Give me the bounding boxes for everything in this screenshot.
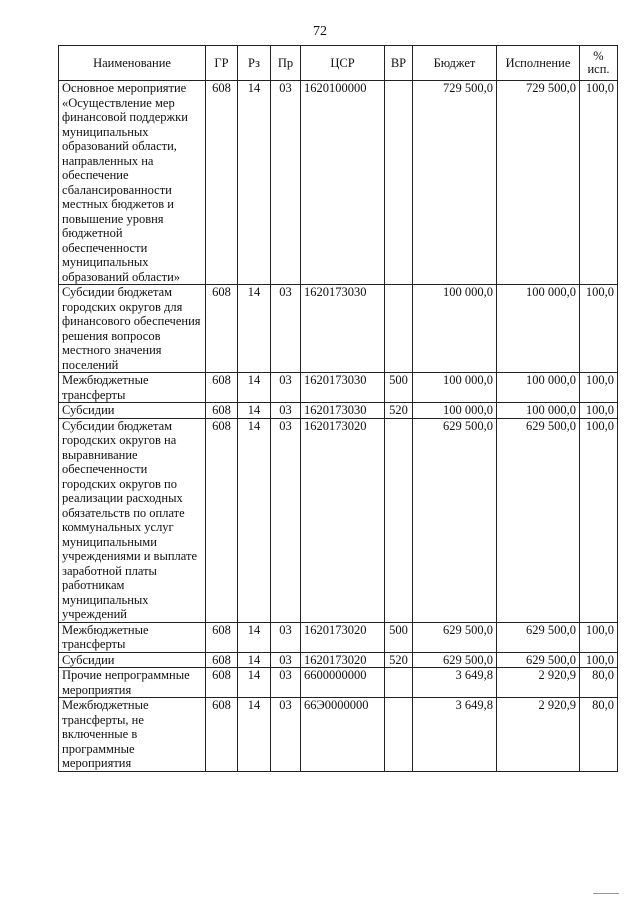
row-pr: 03 <box>271 652 301 668</box>
row-budget: 3 649,8 <box>413 698 497 772</box>
row-execution: 100 000,0 <box>497 373 580 403</box>
row-pr: 03 <box>271 418 301 622</box>
row-rz: 14 <box>238 81 271 285</box>
row-csr: 1620173020 <box>301 652 385 668</box>
table-header-row <box>59 46 618 81</box>
row-vr: 520 <box>385 403 413 419</box>
table-row <box>59 285 618 373</box>
row-pr: 03 <box>271 668 301 698</box>
row-percent: 100,0 <box>580 652 618 668</box>
header-rz: Рз <box>238 46 271 81</box>
row-budget: 629 500,0 <box>413 652 497 668</box>
row-pr: 03 <box>271 81 301 285</box>
row-csr: 66Э0000000 <box>301 698 385 772</box>
row-budget: 629 500,0 <box>413 418 497 622</box>
row-csr: 1620173020 <box>301 418 385 622</box>
row-gr: 608 <box>206 668 238 698</box>
row-csr: 1620173020 <box>301 622 385 652</box>
row-csr: 1620173030 <box>301 373 385 403</box>
row-rz: 14 <box>238 373 271 403</box>
header-name: Наименование <box>59 46 206 81</box>
row-rz: 14 <box>238 285 271 373</box>
row-percent: 100,0 <box>580 285 618 373</box>
row-name: Межбюджетные трансферты <box>59 622 206 652</box>
row-rz: 14 <box>238 652 271 668</box>
row-execution: 729 500,0 <box>497 81 580 285</box>
table-row <box>59 418 618 622</box>
row-execution: 100 000,0 <box>497 285 580 373</box>
row-vr <box>385 285 413 373</box>
row-gr: 608 <box>206 418 238 622</box>
row-csr: 1620173030 <box>301 285 385 373</box>
row-name: Межбюджетные трансферты <box>59 373 206 403</box>
header-execution: Исполнение <box>497 46 580 81</box>
row-gr: 608 <box>206 403 238 419</box>
table-row <box>59 698 618 772</box>
table-row <box>59 652 618 668</box>
header-percent-sign: % <box>593 49 604 63</box>
row-percent: 100,0 <box>580 403 618 419</box>
row-gr: 608 <box>206 698 238 772</box>
row-execution: 629 500,0 <box>497 652 580 668</box>
header-percent-label: исп. <box>587 62 610 76</box>
row-percent: 100,0 <box>580 81 618 285</box>
row-execution: 2 920,9 <box>497 698 580 772</box>
row-name: Субсидии бюджетам городских округов на выравнивание обеспеченности городских округов по реализации расходных обязательств по оплате коммунальных услуг муниципальными учреждениями и выплате заработной платы работникам муниципальных учреждений <box>59 418 206 622</box>
row-vr: 500 <box>385 373 413 403</box>
row-name: Субсидии <box>59 403 206 419</box>
row-percent: 100,0 <box>580 622 618 652</box>
row-gr: 608 <box>206 652 238 668</box>
row-execution: 629 500,0 <box>497 418 580 622</box>
row-percent: 80,0 <box>580 668 618 698</box>
row-rz: 14 <box>238 418 271 622</box>
row-name: Субсидии бюджетам городских округов для финансового обеспечения решения вопросов местного значения поселений <box>59 285 206 373</box>
scan-mark <box>593 893 619 894</box>
row-execution: 629 500,0 <box>497 622 580 652</box>
table-row <box>59 403 618 419</box>
row-budget: 629 500,0 <box>413 622 497 652</box>
row-budget: 100 000,0 <box>413 403 497 419</box>
row-name: Субсидии <box>59 652 206 668</box>
row-csr: 1620173030 <box>301 403 385 419</box>
row-percent: 80,0 <box>580 698 618 772</box>
row-rz: 14 <box>238 698 271 772</box>
row-name: Межбюджетные трансферты, не включенные в программные мероприятия <box>59 698 206 772</box>
table-row <box>59 668 618 698</box>
row-csr: 1620100000 <box>301 81 385 285</box>
row-csr: 6600000000 <box>301 668 385 698</box>
row-vr <box>385 418 413 622</box>
row-percent: 100,0 <box>580 418 618 622</box>
row-gr: 608 <box>206 285 238 373</box>
row-budget: 3 649,8 <box>413 668 497 698</box>
row-budget: 100 000,0 <box>413 285 497 373</box>
budget-table <box>58 45 618 772</box>
table-row <box>59 81 618 285</box>
table-row <box>59 622 618 652</box>
row-vr: 520 <box>385 652 413 668</box>
row-budget: 729 500,0 <box>413 81 497 285</box>
header-percent <box>580 46 618 81</box>
row-pr: 03 <box>271 622 301 652</box>
row-rz: 14 <box>238 403 271 419</box>
row-budget: 100 000,0 <box>413 373 497 403</box>
row-name: Прочие непрограммные мероприятия <box>59 668 206 698</box>
page-number: 72 <box>313 24 327 39</box>
row-pr: 03 <box>271 373 301 403</box>
header-vr: ВР <box>385 46 413 81</box>
row-percent: 100,0 <box>580 373 618 403</box>
row-rz: 14 <box>238 622 271 652</box>
table-row <box>59 373 618 403</box>
row-pr: 03 <box>271 698 301 772</box>
row-execution: 2 920,9 <box>497 668 580 698</box>
row-vr <box>385 81 413 285</box>
row-pr: 03 <box>271 403 301 419</box>
row-pr: 03 <box>271 285 301 373</box>
row-gr: 608 <box>206 81 238 285</box>
row-name: Основное мероприятие «Осуществление мер финансовой поддержки муниципальных образований области, направленных на обеспечение сбалансированности местных бюджетов и повышение уровня бюджетной обеспеченности муниципальных образований области» <box>59 81 206 285</box>
row-rz: 14 <box>238 668 271 698</box>
row-execution: 100 000,0 <box>497 403 580 419</box>
header-gr: ГР <box>206 46 238 81</box>
row-vr: 500 <box>385 622 413 652</box>
row-gr: 608 <box>206 373 238 403</box>
header-csr: ЦСР <box>301 46 385 81</box>
header-budget: Бюджет <box>413 46 497 81</box>
row-vr <box>385 698 413 772</box>
header-pr: Пр <box>271 46 301 81</box>
row-gr: 608 <box>206 622 238 652</box>
row-vr <box>385 668 413 698</box>
